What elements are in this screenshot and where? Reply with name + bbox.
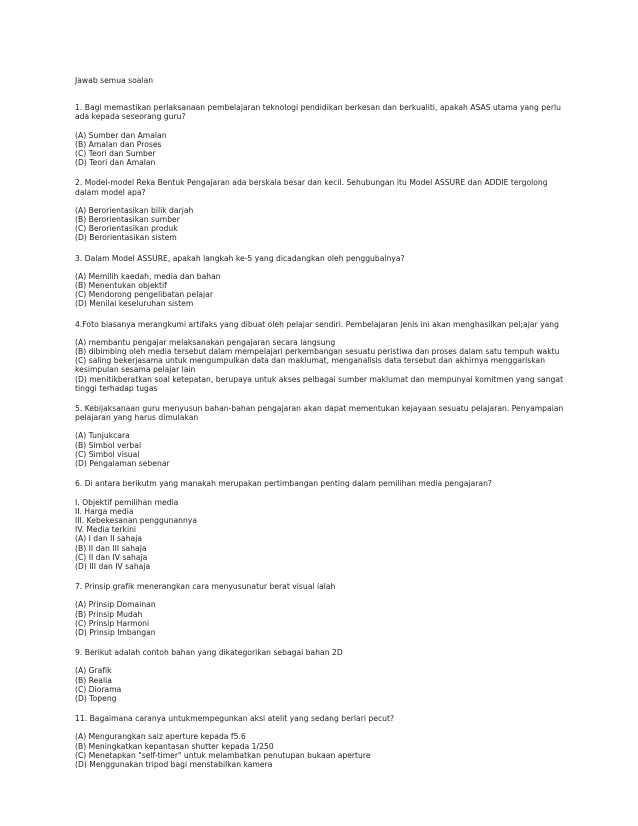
option-d: (D) menitikberatkan soal ketepatan, berupaya untuk akses pelbagai sumber maklumat dan mempunyai komitmen yang sangat tinggi terhadap tugas — [75, 374, 564, 393]
option-d: (D) Pengalaman sebenar — [75, 459, 170, 469]
question-3 — [75, 254, 567, 309]
option-c: (C) Teori dan Sumber — [75, 149, 156, 159]
statement-iv: IV. Media terkini — [75, 525, 137, 535]
option-a: (A) Sumber dan Amalan — [75, 130, 167, 140]
option-c: (C) Berorientasikan produk — [75, 224, 178, 234]
option-c: (C) Prinsip Harmoni — [75, 618, 150, 628]
question-text: 2. Model-model Reka Bentuk Pengajaran ada berskala besar dan kecil. Sehubungan itu Model ASSURE dan ADDIE tergolong dalam model apa? — [75, 178, 548, 197]
option-d: (D) Berorientasikan sistem — [75, 233, 177, 243]
question-6 — [75, 479, 567, 571]
option-b: (B) Menentukan objektif — [75, 281, 167, 291]
question-text: 3. Dalam Model ASSURE, apakah langkah ke-5 yang dicadangkan oleh penggubalnya? — [75, 253, 405, 263]
option-c: (C) Diorama — [75, 684, 122, 694]
option-c: (C) Mendorong pengelibatan pelajar — [75, 290, 213, 300]
option-d: (D) Menilai keseluruhan sistem — [75, 299, 194, 309]
statement-iii: III. Kebekesanan penggunannya — [75, 515, 197, 525]
option-d: (D) Prinsip Imbangan — [75, 627, 156, 637]
question-2 — [75, 178, 567, 242]
option-b: (B) Simbol verbal — [75, 440, 142, 450]
option-a: (A) I dan II sahaja — [75, 534, 142, 544]
question-text: 5. Kebijaksanaan guru menyusun bahan-bahan pengajaran akan dapat mementukan kejayaan sesuatu pelajaran. Penyampaian pelajaran yang harus dimulakan — [75, 404, 564, 423]
option-c: (C) saling bekerjasama untuk mengumpulkan data dan maklumat, menganalisis data tersebut dan akhirnya menggariskan kesimpulan sesama pelajar lain — [75, 356, 546, 375]
question-4 — [75, 320, 567, 393]
option-b: (B) II dan III sahaja — [75, 543, 147, 553]
question-text: 4.Foto biasanya merangkumi artifaks yang dibuat oleh pelajar sendiri. Pembelajaran jenis ini akan menghasilkan pel;ajar yang — [75, 319, 559, 329]
option-a: (A) Mengurangkan saiz aperture kepada f5.6 — [75, 732, 246, 742]
document-page — [75, 76, 567, 780]
question-text: 11. Bagaimana caranya untukmempegunkan aksi atelit yang sedang berlari pecut? — [75, 714, 395, 724]
question-text: 9. Berikut adalah contoh bahan yang dikategorikan sebagai bahan 2D — [75, 648, 343, 658]
option-c: (C) II dan IV sahaja — [75, 552, 148, 562]
option-a: (A) membantu pengajar melaksanakan pengajaran secara langsung — [75, 337, 336, 347]
option-b: (B) Prinsip Mudah — [75, 609, 143, 619]
option-a: (A) Tunjukcara — [75, 431, 130, 441]
question-text: 7. Prinsip grafik menerangkan cara menyusunatur berat visual ialah — [75, 582, 336, 592]
instruction-text: Jawab semua soalan — [75, 76, 154, 85]
statement-i: I. Objektif pemilihan media — [75, 497, 179, 507]
option-d: (D) III dan IV sahaja — [75, 561, 151, 571]
option-a: (A) Grafik — [75, 666, 112, 676]
option-a: (A) Berorientasikan bilik darjah — [75, 205, 194, 215]
option-b: (B) Amalan dan Proses — [75, 139, 162, 149]
question-9 — [75, 648, 567, 703]
statement-ii: II. Harga media — [75, 506, 134, 516]
option-d: (D) Topeng — [75, 693, 117, 703]
question-5 — [75, 404, 567, 468]
question-text: 6. Di antara berikutm yang manakah merupakan pertimbangan penting dalam pemilihan media pengajaran? — [75, 479, 492, 489]
option-b: (B) Meningkatkan kepantasan shutter kepada 1/250 — [75, 741, 274, 751]
question-1 — [75, 103, 567, 167]
question-text: 1. Bagi memastikan perlaksanaan pembelajaran teknologi pendidikan berkesan dan berkualiti, apakah ASAS utama yang perlu ada kepada seseorang guru? — [75, 103, 561, 122]
option-a: (A) Prinsip Domainan — [75, 600, 156, 610]
option-d: (D) Teori dan Amalan — [75, 158, 156, 168]
option-d: (D) Menggunakan tripod bagi menstabilkan kamera — [75, 759, 273, 769]
option-b: (B) dibimbing oleh media tersebut dalam mempelajari perkembangan sesuatu peristiwa dan proses dalam satu tempuh waktu — [75, 347, 560, 357]
option-c: (C) Menetapkan "self-timer" untuk melambatkan penutupan bukaan aperture — [75, 750, 371, 760]
option-b: (B) Realia — [75, 675, 112, 685]
option-a: (A) Memilih kaedah, media dan bahan — [75, 271, 221, 281]
question-11 — [75, 714, 567, 769]
option-b: (B) Berorientasikan sumber — [75, 215, 180, 225]
question-7 — [75, 582, 567, 637]
option-c: (C) Simbol visual — [75, 449, 140, 459]
